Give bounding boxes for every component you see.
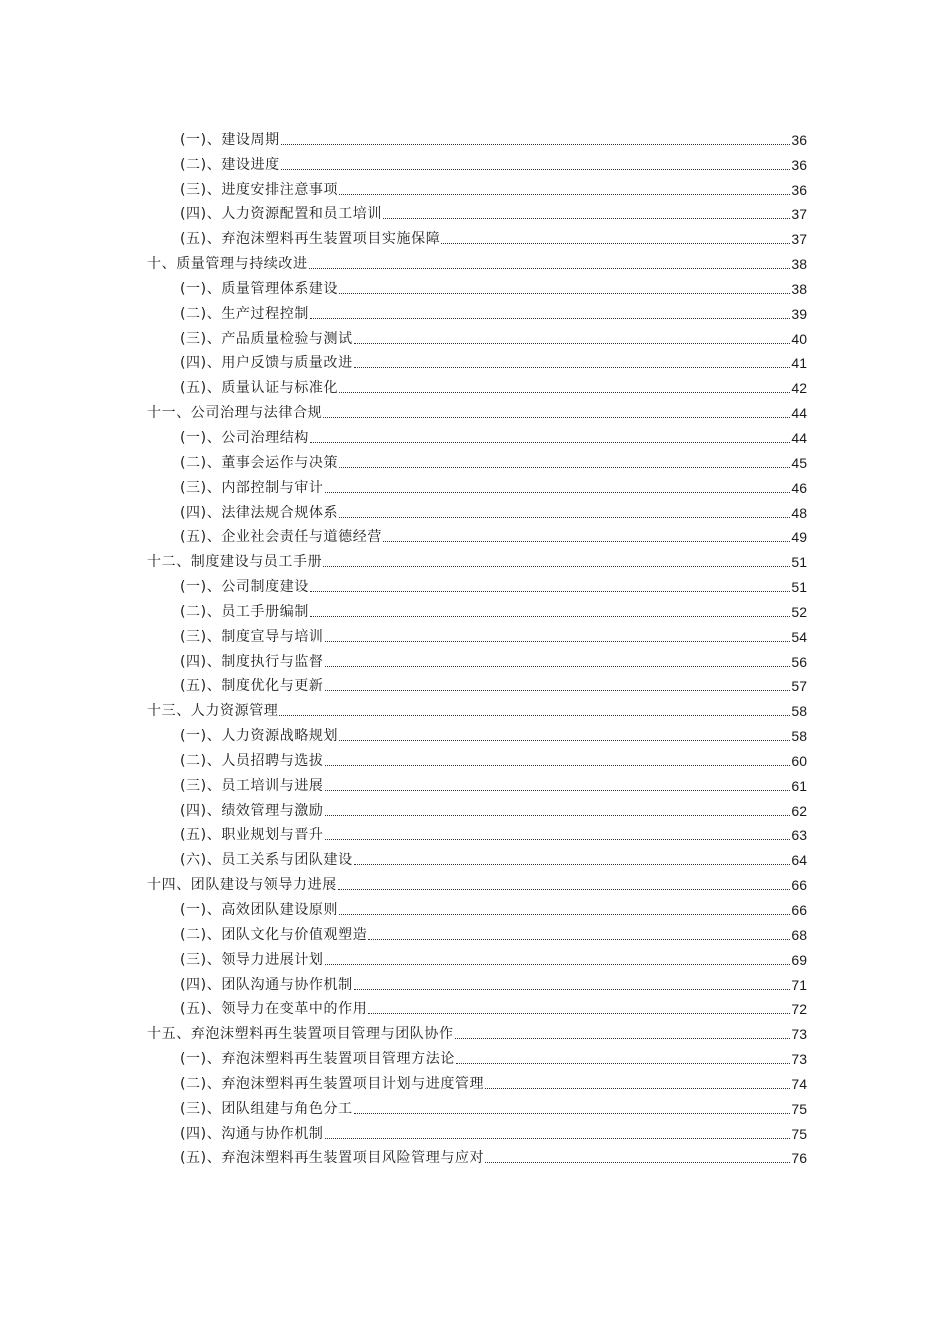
toc-dot-leader <box>323 566 790 567</box>
toc-entry-title: (二)、弃泡沫塑料再生装置项目计划与进度管理 <box>180 1075 485 1092</box>
toc-entry-title: (四)、绩效管理与激励 <box>180 802 324 819</box>
toc-dot-leader <box>354 864 791 865</box>
toc-section-entry[interactable] <box>0 174 950 199</box>
toc-section-entry[interactable] <box>0 844 950 869</box>
toc-dot-leader <box>310 442 790 443</box>
toc-entry-title: (一)、公司制度建设 <box>180 579 309 596</box>
toc-entry-title: 十四、团队建设与领导力进展 <box>147 877 337 894</box>
toc-page-number: 73 <box>791 1051 807 1068</box>
toc-section-entry[interactable] <box>0 1093 950 1118</box>
toc-section-entry[interactable] <box>0 894 950 919</box>
toc-section-entry[interactable] <box>0 199 950 224</box>
toc-entry-title: (一)、弃泡沫塑料再生装置项目管理方法论 <box>180 1051 455 1068</box>
toc-section-entry[interactable] <box>0 671 950 696</box>
toc-entry-title: 十二、制度建设与员工手册 <box>147 554 323 571</box>
toc-dot-leader <box>310 318 790 319</box>
toc-page-number: 73 <box>791 1026 807 1043</box>
toc-page-number: 37 <box>791 231 807 248</box>
toc-page-number: 52 <box>791 603 807 620</box>
toc-section-entry[interactable] <box>0 1143 950 1168</box>
toc-entry-title: (五)、质量认证与标准化 <box>180 380 339 397</box>
toc-section-entry[interactable] <box>0 149 950 174</box>
toc-entry-title: (四)、团队沟通与协作机制 <box>180 976 353 993</box>
toc-page-number: 56 <box>791 653 807 670</box>
toc-entry-title: (五)、弃泡沫塑料再生装置项目实施保障 <box>180 231 441 248</box>
toc-page-number: 62 <box>791 802 807 819</box>
toc-page-number: 36 <box>791 181 807 198</box>
toc-page-number: 41 <box>791 355 807 372</box>
toc-dot-leader <box>325 790 791 791</box>
toc-section-entry[interactable] <box>0 994 950 1019</box>
toc-dot-leader <box>325 765 791 766</box>
toc-dot-leader <box>339 914 790 915</box>
toc-entry-title: (一)、高效团队建设原则 <box>180 902 339 918</box>
toc-dot-leader <box>455 1038 791 1039</box>
toc-section-entry[interactable] <box>0 646 950 671</box>
toc-page-number: 57 <box>791 678 807 695</box>
toc-dot-leader <box>339 467 790 468</box>
toc-page-number: 42 <box>791 380 807 397</box>
toc-dot-leader <box>485 1088 790 1089</box>
toc-dot-leader <box>279 715 790 716</box>
toc-dot-leader <box>325 839 791 840</box>
toc-chapter-entry[interactable] <box>0 546 950 571</box>
toc-page-number: 61 <box>791 777 807 794</box>
toc-dot-leader <box>485 1162 790 1163</box>
toc-section-entry[interactable] <box>0 795 950 820</box>
toc-section-entry[interactable] <box>0 745 950 770</box>
toc-dot-leader <box>441 243 790 244</box>
toc-entry-title: (二)、团队文化与价值观塑造 <box>180 926 368 943</box>
toc-entry-title: (三)、内部控制与审计 <box>180 479 324 496</box>
toc-entry-title: (三)、团队组建与角色分工 <box>180 1100 353 1117</box>
toc-page-number: 58 <box>791 728 807 745</box>
toc-dot-leader <box>325 815 791 816</box>
toc-dot-leader <box>309 268 791 269</box>
toc-page-number: 75 <box>791 1125 807 1142</box>
toc-section-entry[interactable] <box>0 522 950 547</box>
toc-section-entry[interactable] <box>0 348 950 373</box>
toc-page-number: 36 <box>791 156 807 173</box>
toc-dot-leader <box>339 517 790 518</box>
toc-entry-title: (三)、进度安排注意事项 <box>180 181 339 198</box>
toc-entry-title: 十、质量管理与持续改进 <box>147 256 308 273</box>
toc-entry-title: (三)、制度宣导与培训 <box>180 628 324 645</box>
toc-dot-leader <box>281 169 791 170</box>
toc-entry-title: (一)、人力资源战略规划 <box>180 728 339 745</box>
toc-dot-leader <box>310 616 790 617</box>
toc-page-number: 40 <box>791 330 807 347</box>
toc-entry-title: (一)、公司治理结构 <box>180 429 309 446</box>
toc-entry-title: (四)、制度执行与监督 <box>180 653 324 670</box>
toc-section-entry[interactable] <box>0 124 950 149</box>
toc-dot-leader <box>354 1113 791 1114</box>
toc-entry-title: (五)、企业社会责任与道德经营 <box>180 529 382 546</box>
toc-section-entry[interactable] <box>0 497 950 522</box>
toc-section-entry[interactable] <box>0 372 950 397</box>
toc-page-number: 51 <box>791 554 807 571</box>
toc-entry-title: (三)、产品质量检验与测试 <box>180 330 353 347</box>
toc-page-number: 38 <box>791 256 807 273</box>
toc-section-entry[interactable] <box>0 596 950 621</box>
toc-section-entry[interactable] <box>0 1118 950 1143</box>
toc-page-number: 45 <box>791 454 807 471</box>
toc-entry-title: (四)、人力资源配置和员工培训 <box>180 206 382 223</box>
toc-page-number: 44 <box>791 405 807 422</box>
toc-section-entry[interactable] <box>0 1043 950 1068</box>
toc-section-entry[interactable] <box>0 1068 950 1093</box>
toc-dot-leader <box>310 591 790 592</box>
toc-page-number: 75 <box>791 1100 807 1117</box>
toc-section-entry[interactable] <box>0 820 950 845</box>
toc-section-entry[interactable] <box>0 944 950 969</box>
toc-page-number: 64 <box>791 852 807 869</box>
toc-page-number: 74 <box>791 1075 807 1092</box>
toc-page-number: 37 <box>791 206 807 223</box>
toc-entry-title: (一)、质量管理体系建设 <box>180 280 339 297</box>
toc-page-number: 36 <box>791 131 807 148</box>
toc-entry-title: (二)、董事会运作与决策 <box>180 454 339 471</box>
toc-dot-leader <box>354 367 791 368</box>
toc-entry-title: (二)、生产过程控制 <box>180 305 309 322</box>
toc-entry-title: 十一、公司治理与法律合规 <box>147 405 323 422</box>
toc-page-number: 51 <box>791 579 807 596</box>
toc-section-entry[interactable] <box>0 323 950 348</box>
toc-page-number: 63 <box>791 827 807 844</box>
toc-section-entry[interactable] <box>0 422 950 447</box>
toc-page-number: 66 <box>791 902 807 918</box>
toc-dot-leader <box>339 293 790 294</box>
toc-dot-leader <box>281 144 791 145</box>
toc-page-number: 38 <box>791 280 807 297</box>
toc-section-entry[interactable] <box>0 621 950 646</box>
toc-section-entry[interactable] <box>0 770 950 795</box>
toc-entry-title: (五)、领导力在变革中的作用 <box>180 1001 368 1018</box>
toc-entry-title: (六)、员工关系与团队建设 <box>180 852 353 869</box>
toc-entry-title: (五)、弃泡沫塑料再生装置项目风险管理与应对 <box>180 1150 485 1167</box>
toc-dot-leader <box>354 989 791 990</box>
toc-entry-title: (二)、建设进度 <box>180 156 280 173</box>
toc-dot-leader <box>339 740 790 741</box>
toc-section-entry[interactable] <box>0 919 950 944</box>
toc-section-entry[interactable] <box>0 472 950 497</box>
toc-page-number: 69 <box>791 951 807 968</box>
toc-dot-leader <box>368 1013 790 1014</box>
toc-entry-title: (四)、沟通与协作机制 <box>180 1125 324 1142</box>
toc-section-entry[interactable] <box>0 969 950 994</box>
toc-entry-title: (五)、职业规划与晋升 <box>180 827 324 844</box>
toc-section-entry[interactable] <box>0 571 950 596</box>
toc-dot-leader <box>323 417 790 418</box>
toc-page-number: 72 <box>791 1001 807 1018</box>
toc-page-number: 76 <box>791 1150 807 1167</box>
toc-page-number: 48 <box>791 504 807 521</box>
toc-section-entry[interactable] <box>0 298 950 323</box>
toc-section-entry[interactable] <box>0 223 950 248</box>
toc-dot-leader <box>325 666 791 667</box>
toc-dot-leader <box>338 889 791 890</box>
toc-chapter-entry[interactable] <box>0 397 950 422</box>
toc-dot-leader <box>383 541 790 542</box>
toc-dot-leader <box>354 343 791 344</box>
toc-entry-title: (二)、员工手册编制 <box>180 603 309 620</box>
toc-entry-title: 十三、人力资源管理 <box>147 703 279 720</box>
toc-page-number: 68 <box>791 926 807 943</box>
toc-entry-title: (三)、员工培训与进展 <box>180 777 324 794</box>
toc-page-number: 49 <box>791 529 807 546</box>
toc-entry-title: 十五、弃泡沫塑料再生装置项目管理与团队协作 <box>147 1026 454 1043</box>
toc-page-number: 46 <box>791 479 807 496</box>
toc-page-number: 71 <box>791 976 807 993</box>
toc-chapter-entry[interactable] <box>0 869 950 894</box>
toc-entry-title: (四)、用户反馈与质量改进 <box>180 355 353 372</box>
toc-chapter-entry[interactable] <box>0 248 950 273</box>
toc-chapter-entry[interactable] <box>0 695 950 720</box>
toc-dot-leader <box>325 964 791 965</box>
toc-entry-title: (二)、人员招聘与选拔 <box>180 752 324 769</box>
toc-dot-leader <box>325 492 791 493</box>
toc-dot-leader <box>325 1138 791 1139</box>
table-of-contents <box>0 124 950 1167</box>
toc-page-number: 44 <box>791 429 807 446</box>
toc-entry-title: (四)、法律法规合规体系 <box>180 504 339 521</box>
toc-page-number: 66 <box>791 877 807 894</box>
toc-dot-leader <box>383 218 790 219</box>
toc-page-number: 58 <box>791 703 807 720</box>
toc-section-entry[interactable] <box>0 273 950 298</box>
toc-dot-leader <box>325 690 791 691</box>
toc-page-number: 54 <box>791 628 807 645</box>
toc-dot-leader <box>456 1063 790 1064</box>
toc-dot-leader <box>339 194 790 195</box>
toc-page-number: 39 <box>791 305 807 322</box>
toc-dot-leader <box>339 392 790 393</box>
toc-entry-title: (一)、建设周期 <box>180 131 280 148</box>
toc-chapter-entry[interactable] <box>0 1018 950 1043</box>
toc-entry-title: (五)、制度优化与更新 <box>180 678 324 695</box>
toc-section-entry[interactable] <box>0 720 950 745</box>
toc-dot-leader <box>368 939 790 940</box>
toc-entry-title: (三)、领导力进展计划 <box>180 951 324 968</box>
toc-page-number: 60 <box>791 752 807 769</box>
toc-dot-leader <box>325 641 791 642</box>
toc-section-entry[interactable] <box>0 447 950 472</box>
